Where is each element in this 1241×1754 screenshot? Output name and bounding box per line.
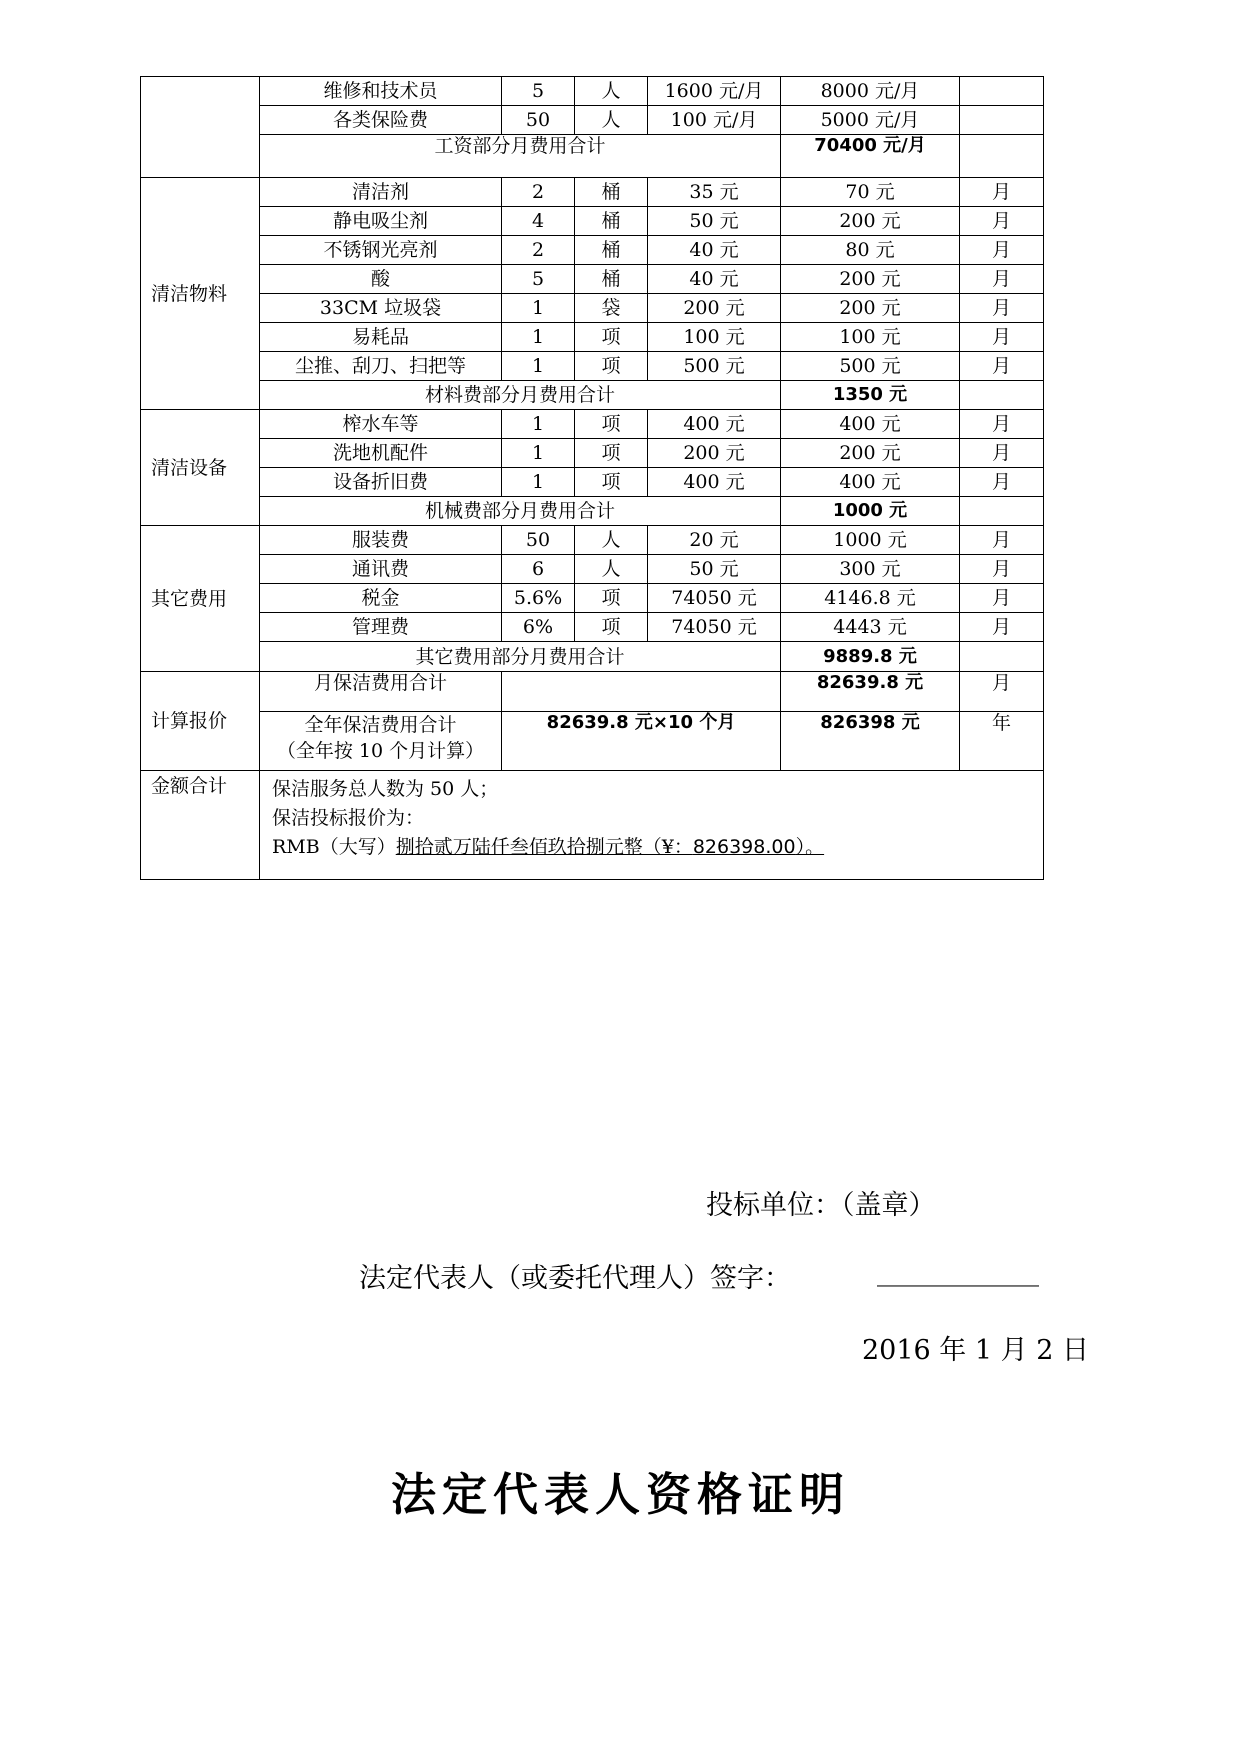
- unit-price: 40 元: [648, 265, 781, 294]
- monthly-total-label: 月保洁费用合计: [260, 672, 502, 712]
- annual-total-formula: 82639.8 元×10 个月: [502, 712, 781, 771]
- signature-date: 2016 年 1 月 2 日: [862, 1335, 1089, 1366]
- amount: 400 元: [781, 468, 960, 497]
- period: 月: [960, 236, 1044, 265]
- quantity: 1: [502, 410, 575, 439]
- category-label: 金额合计: [141, 771, 260, 880]
- subtotal-value: 1350 元: [781, 381, 960, 410]
- quantity: 5: [502, 77, 575, 106]
- unit-price: 74050 元: [648, 584, 781, 613]
- quantity: 1: [502, 352, 575, 381]
- total-note-quote-label: 保洁投标报价为：: [272, 807, 425, 829]
- item-name: 酸: [260, 265, 502, 294]
- unit-price: 200 元: [648, 294, 781, 323]
- unit: 人: [575, 526, 648, 555]
- amount: 400 元: [781, 410, 960, 439]
- unit: 项: [575, 468, 648, 497]
- period: [960, 642, 1044, 672]
- item-name: 管理费: [260, 613, 502, 642]
- subtotal-value: 9889.8 元: [781, 642, 960, 672]
- period: 月: [960, 526, 1044, 555]
- unit: 项: [575, 410, 648, 439]
- total-note-amount-words: [272, 833, 1031, 862]
- unit-price: 400 元: [648, 468, 781, 497]
- unit: 人: [575, 555, 648, 584]
- unit: 桶: [575, 207, 648, 236]
- unit: 项: [575, 323, 648, 352]
- table-row: [141, 555, 1044, 584]
- unit-price: 200 元: [648, 439, 781, 468]
- quantity: 2: [502, 178, 575, 207]
- category-cell-empty: [141, 77, 260, 178]
- category-label: 清洁设备: [141, 410, 260, 526]
- amount-figure: 826398.00: [692, 836, 796, 858]
- amount: 300 元: [781, 555, 960, 584]
- amount: 4443 元: [781, 613, 960, 642]
- cost-breakdown-table: [140, 76, 1044, 880]
- total-row: [141, 771, 1044, 880]
- section-title: 法定代表人资格证明: [390, 1468, 850, 1521]
- quantity: 4: [502, 207, 575, 236]
- subtotal-value: 70400 元/月: [781, 135, 960, 178]
- subtotal-value: 1000 元: [781, 497, 960, 526]
- item-name: 服装费: [260, 526, 502, 555]
- period: 月: [960, 672, 1044, 712]
- quote-annual-row: [141, 712, 1044, 771]
- bidder-seal-line: 投标单位：（盖章）: [706, 1190, 936, 1221]
- item-name: 33CM 垃圾袋: [260, 294, 502, 323]
- item-name: 榨水车等: [260, 410, 502, 439]
- annual-total-label-line2: （全年按 10 个月计算）: [276, 740, 485, 762]
- item-name: 尘推、刮刀、扫把等: [260, 352, 502, 381]
- period: 月: [960, 410, 1044, 439]
- subtotal-label: 机械费部分月费用合计: [260, 497, 781, 526]
- quantity: 2: [502, 236, 575, 265]
- annual-total-value: 826398 元: [781, 712, 960, 771]
- amount: 200 元: [781, 294, 960, 323]
- representative-signature-label: 法定代表人（或委托代理人）签字：: [359, 1263, 791, 1294]
- table-row: [141, 178, 1044, 207]
- period: 月: [960, 294, 1044, 323]
- subtotal-row: [141, 381, 1044, 410]
- amount: 4146.8 元: [781, 584, 960, 613]
- subtotal-row: [141, 497, 1044, 526]
- period: 月: [960, 439, 1044, 468]
- unit: 桶: [575, 236, 648, 265]
- amount-in-words: 捌拾贰万陆仟叁佰玖拾捌元整（¥：826398.00）。: [395, 836, 825, 858]
- amount: 8000 元/月: [781, 77, 960, 106]
- unit-price: 50 元: [648, 555, 781, 584]
- unit-price: 35 元: [648, 178, 781, 207]
- item-name: 通讯费: [260, 555, 502, 584]
- period: 月: [960, 468, 1044, 497]
- table-row: [141, 410, 1044, 439]
- unit-price: 50 元: [648, 207, 781, 236]
- unit: 袋: [575, 294, 648, 323]
- quantity: 50: [502, 526, 575, 555]
- annual-total-label-line1: 全年保洁费用合计: [304, 714, 457, 736]
- unit: 项: [575, 584, 648, 613]
- subtotal-label: 工资部分月费用合计: [260, 135, 781, 178]
- table-row: [141, 106, 1044, 135]
- table-row: [141, 468, 1044, 497]
- category-label: 计算报价: [141, 672, 260, 771]
- table-row: [141, 207, 1044, 236]
- quantity: 6%: [502, 613, 575, 642]
- monthly-total-formula: [502, 672, 781, 712]
- unit-price: 100 元/月: [648, 106, 781, 135]
- subtotal-row: [141, 642, 1044, 672]
- category-label: 其它费用: [141, 526, 260, 672]
- unit: 人: [575, 106, 648, 135]
- unit-price: 500 元: [648, 352, 781, 381]
- item-name: 洗地机配件: [260, 439, 502, 468]
- table-row: [141, 294, 1044, 323]
- table-row: [141, 584, 1044, 613]
- table-row: [141, 77, 1044, 106]
- amount: 80 元: [781, 236, 960, 265]
- monthly-total-value: 82639.8 元: [781, 672, 960, 712]
- item-name: 不锈钢光亮剂: [260, 236, 502, 265]
- quantity: 1: [502, 468, 575, 497]
- amount: 200 元: [781, 207, 960, 236]
- period: [960, 106, 1044, 135]
- unit-price: 400 元: [648, 410, 781, 439]
- signature-blank[interactable]: ____________: [877, 1256, 1039, 1287]
- table-row: [141, 352, 1044, 381]
- amount: 1000 元: [781, 526, 960, 555]
- period: [960, 77, 1044, 106]
- subtotal-label: 材料费部分月费用合计: [260, 381, 781, 410]
- item-name: 维修和技术员: [260, 77, 502, 106]
- category-label: 清洁物料: [141, 178, 260, 410]
- period: 月: [960, 613, 1044, 642]
- unit: 项: [575, 613, 648, 642]
- item-name: 税金: [260, 584, 502, 613]
- period: [960, 497, 1044, 526]
- unit: 桶: [575, 178, 648, 207]
- table-row: [141, 265, 1044, 294]
- quantity: 5: [502, 265, 575, 294]
- period: [960, 381, 1044, 410]
- period: 月: [960, 352, 1044, 381]
- subtotal-row: [141, 135, 1044, 178]
- item-name: 设备折旧费: [260, 468, 502, 497]
- unit-price: 1600 元/月: [648, 77, 781, 106]
- quote-monthly-row: [141, 672, 1044, 712]
- unit-price: 20 元: [648, 526, 781, 555]
- amount: 5000 元/月: [781, 106, 960, 135]
- unit: 项: [575, 352, 648, 381]
- table-row: [141, 526, 1044, 555]
- table-row: [141, 439, 1044, 468]
- table-row: [141, 323, 1044, 352]
- annual-total-label: [260, 712, 502, 771]
- quantity: 6: [502, 555, 575, 584]
- quantity: 1: [502, 439, 575, 468]
- amount: 100 元: [781, 323, 960, 352]
- amount: 200 元: [781, 439, 960, 468]
- table-row: [141, 613, 1044, 642]
- amount: 70 元: [781, 178, 960, 207]
- item-name: 清洁剂: [260, 178, 502, 207]
- unit: 项: [575, 439, 648, 468]
- quantity: 5.6%: [502, 584, 575, 613]
- total-note-headcount: 保洁服务总人数为 50 人；: [272, 778, 499, 800]
- total-notes: [260, 771, 1044, 880]
- item-name: 静电吸尘剂: [260, 207, 502, 236]
- period: 月: [960, 584, 1044, 613]
- amount: 500 元: [781, 352, 960, 381]
- unit: 人: [575, 77, 648, 106]
- rmb-label: RMB（大写）: [272, 836, 396, 858]
- item-name: 易耗品: [260, 323, 502, 352]
- period: 月: [960, 555, 1044, 584]
- unit-price: 100 元: [648, 323, 781, 352]
- period: 月: [960, 178, 1044, 207]
- quantity: 50: [502, 106, 575, 135]
- period: 月: [960, 323, 1044, 352]
- quantity: 1: [502, 323, 575, 352]
- subtotal-label: 其它费用部分月费用合计: [260, 642, 781, 672]
- period: 月: [960, 207, 1044, 236]
- unit: 桶: [575, 265, 648, 294]
- unit-price: 74050 元: [648, 613, 781, 642]
- period: [960, 135, 1044, 178]
- amount: 200 元: [781, 265, 960, 294]
- table-row: [141, 236, 1044, 265]
- period: 月: [960, 265, 1044, 294]
- item-name: 各类保险费: [260, 106, 502, 135]
- period: 年: [960, 712, 1044, 771]
- quantity: 1: [502, 294, 575, 323]
- unit-price: 40 元: [648, 236, 781, 265]
